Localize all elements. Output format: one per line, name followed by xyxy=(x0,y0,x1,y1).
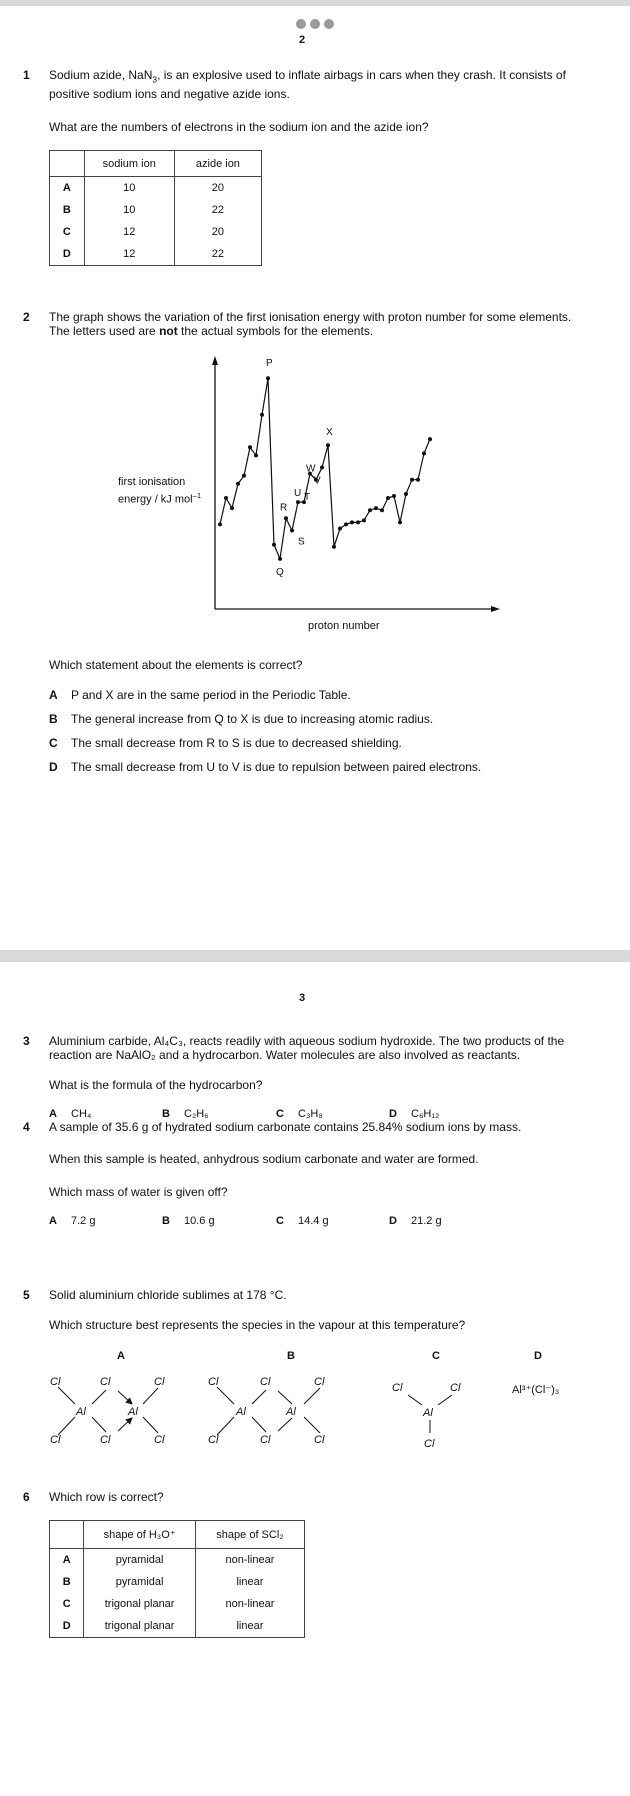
chlorine-atom-label: Cl xyxy=(100,1434,111,1446)
question-1-table xyxy=(49,150,262,266)
data-point xyxy=(242,474,246,478)
point-label-p: P xyxy=(266,358,273,370)
data-point xyxy=(290,528,294,532)
chlorine-atom-label: Cl xyxy=(424,1438,435,1450)
data-point xyxy=(350,520,354,524)
structure-b xyxy=(217,1387,320,1435)
data-point xyxy=(344,522,348,526)
page-number: 3 xyxy=(299,992,306,1004)
question-3-stem: What is the formula of the hydrocarbon? xyxy=(49,1078,263,1092)
data-point xyxy=(410,478,414,482)
x-axis-arrow xyxy=(491,606,500,612)
chlorine-atom-label: Cl xyxy=(450,1382,461,1394)
question-2-stem: Which statement about the elements is correct? xyxy=(49,658,303,672)
chlorine-atom-label: Cl xyxy=(154,1434,165,1446)
option-c[interactable]: C 14.4 g xyxy=(276,1215,329,1227)
graph-x-axis-label: proton number xyxy=(308,620,380,632)
graph-y-axis-label: first ionisation energy / kJ mol$^{-1}$ xyxy=(118,476,202,506)
question-2-intro: The graph shows the variation of the first ionisation energy with proton number for some elements. The letters used are not the actual symbols for the elements. xyxy=(49,310,572,338)
data-point xyxy=(278,557,282,561)
data-point xyxy=(296,500,300,504)
page-divider xyxy=(0,950,630,962)
aluminium-atom-label: Al xyxy=(128,1406,138,1418)
page-edge-top xyxy=(0,0,630,6)
question-4-intro: A sample of 35.6 g of hydrated sodium carbonate contains 25.84% sodium ions by mass. xyxy=(49,1120,522,1134)
option-c[interactable]: C C₃H₈ xyxy=(276,1108,323,1120)
data-point xyxy=(338,526,342,530)
structure-a xyxy=(58,1387,158,1435)
structure-label-a: A xyxy=(117,1350,125,1362)
data-point xyxy=(218,522,222,526)
ionisation-energy-graph xyxy=(180,350,510,625)
table-row: C trigonal planar non-linear xyxy=(50,1593,305,1615)
question-3-number: 3 xyxy=(23,1034,30,1048)
chlorine-atom-label: Cl xyxy=(154,1376,165,1388)
data-point xyxy=(356,520,360,524)
question-6-number: 6 xyxy=(23,1490,30,1504)
chlorine-atom-label: Cl xyxy=(314,1376,325,1388)
chlorine-atom-label: Cl xyxy=(100,1376,111,1388)
page-menu-icon[interactable] xyxy=(296,18,338,32)
structure-label-c: C xyxy=(432,1350,440,1362)
data-point xyxy=(260,413,264,417)
aluminium-atom-label: Al xyxy=(286,1406,296,1418)
table-row: D trigonal planar linear xyxy=(50,1615,305,1638)
table-row: A pyramidal non-linear xyxy=(50,1549,305,1572)
data-point xyxy=(326,443,330,447)
data-point xyxy=(416,478,420,482)
point-label-r: R xyxy=(280,502,288,514)
structure-label-b: B xyxy=(287,1350,295,1362)
option-d[interactable]: D C₆H₁₂ xyxy=(389,1108,440,1120)
chlorine-atom-label: Cl xyxy=(208,1376,219,1388)
data-point xyxy=(380,508,384,512)
aluminium-atom-label: Al xyxy=(423,1407,433,1419)
data-point xyxy=(428,437,432,441)
question-6-stem: Which row is correct? xyxy=(49,1490,164,1504)
chlorine-atom-label: Cl xyxy=(208,1434,219,1446)
table-row: D 12 22 xyxy=(50,243,262,266)
question-1-intro: Sodium azide, NaN$_3$, is an explosive used to inflate airbags in cars when they crash. It consists of positive sodium ions and negative azide ions. xyxy=(49,68,566,102)
question-5-number: 5 xyxy=(23,1288,30,1302)
option-d[interactable]: D 21.2 g xyxy=(389,1215,442,1227)
option-b[interactable]: B 10.6 g xyxy=(162,1215,215,1227)
data-point xyxy=(284,516,288,520)
point-label-u: U xyxy=(294,488,302,500)
table-header: sodium ion xyxy=(84,151,174,177)
data-point xyxy=(398,520,402,524)
table-row: B pyramidal linear xyxy=(50,1571,305,1593)
data-point xyxy=(362,518,366,522)
question-4-number-label: 4 xyxy=(23,1120,30,1134)
data-point xyxy=(374,506,378,510)
data-point xyxy=(332,545,336,549)
chlorine-atom-label: Cl xyxy=(260,1376,271,1388)
data-point xyxy=(224,496,228,500)
question-6-table xyxy=(49,1520,305,1638)
point-label-s: S xyxy=(298,536,305,548)
question-3-intro: Aluminium carbide, Al₄C₃, reacts readily with aqueous sodium hydroxide. The two products of the reaction are NaAlO₂ and a hydrocarbon. Water molecules are also involved as reactants. xyxy=(49,1034,565,1062)
option-b[interactable]: B The general increase from Q to X is due to increasing atomic radius. xyxy=(49,712,434,726)
chlorine-atom-label: Cl xyxy=(50,1376,61,1388)
question-4-stem: Which mass of water is given off? xyxy=(49,1185,228,1199)
point-label-x: X xyxy=(326,427,333,439)
data-point xyxy=(368,508,372,512)
chlorine-atom-label: Cl xyxy=(260,1434,271,1446)
data-point xyxy=(248,445,252,449)
point-label-t: T xyxy=(304,492,311,504)
question-2-number: 2 xyxy=(23,310,30,324)
data-point xyxy=(236,482,240,486)
option-c[interactable]: C The small decrease from R to S is due to decreased shielding. xyxy=(49,736,402,750)
table-header: shape of SCl₂ xyxy=(195,1521,304,1549)
table-row: C 12 20 xyxy=(50,221,262,243)
data-point xyxy=(272,543,276,547)
series-line xyxy=(220,378,430,559)
point-label-w: W xyxy=(306,463,316,475)
chlorine-atom-label: Cl xyxy=(50,1434,61,1446)
data-point xyxy=(404,492,408,496)
data-point xyxy=(386,496,390,500)
data-point xyxy=(254,453,258,457)
option-d[interactable]: D The small decrease from U to V is due to repulsion between paired electrons. xyxy=(49,760,482,774)
page-number: 2 xyxy=(299,34,306,46)
option-a[interactable]: A 7.2 g xyxy=(49,1215,96,1227)
question-5-intro: Solid aluminium chloride sublimes at 178 °C. xyxy=(49,1288,287,1302)
data-point xyxy=(320,466,324,470)
option-a[interactable]: A P and X are in the same period in the Periodic Table. xyxy=(49,688,351,702)
structure-diagrams[interactable] xyxy=(40,1365,600,1455)
point-label-v: V xyxy=(314,475,321,487)
table-row: B 10 22 xyxy=(50,199,262,221)
question-1-number: 1 xyxy=(23,68,30,82)
table-header: azide ion xyxy=(174,151,261,177)
data-point xyxy=(422,451,426,455)
aluminium-atom-label: Al xyxy=(236,1406,246,1418)
table-row: A 10 20 xyxy=(50,177,262,200)
question-1-stem: What are the numbers of electrons in the sodium ion and the azide ion? xyxy=(49,120,429,134)
table-header: shape of H₃O⁺ xyxy=(84,1521,195,1549)
chlorine-atom-label: Cl xyxy=(314,1434,325,1446)
aluminium-atom-label: Al xyxy=(76,1406,86,1418)
chlorine-atom-label: Cl xyxy=(392,1382,403,1394)
structure-label-d: D xyxy=(534,1350,542,1362)
structure-d-text: Al³⁺(Cl⁻)₃ xyxy=(512,1384,560,1396)
y-axis-arrow xyxy=(212,356,218,365)
option-b[interactable]: B C₂H₆ xyxy=(162,1108,209,1120)
data-point xyxy=(392,494,396,498)
point-label-q: Q xyxy=(276,566,284,578)
data-point xyxy=(266,376,270,380)
data-point xyxy=(230,506,234,510)
question-4-line2: When this sample is heated, anhydrous sodium carbonate and water are formed. xyxy=(49,1152,479,1166)
option-a[interactable]: A CH₄ xyxy=(49,1108,92,1120)
question-5-stem: Which structure best represents the species in the vapour at this temperature? xyxy=(49,1318,466,1332)
